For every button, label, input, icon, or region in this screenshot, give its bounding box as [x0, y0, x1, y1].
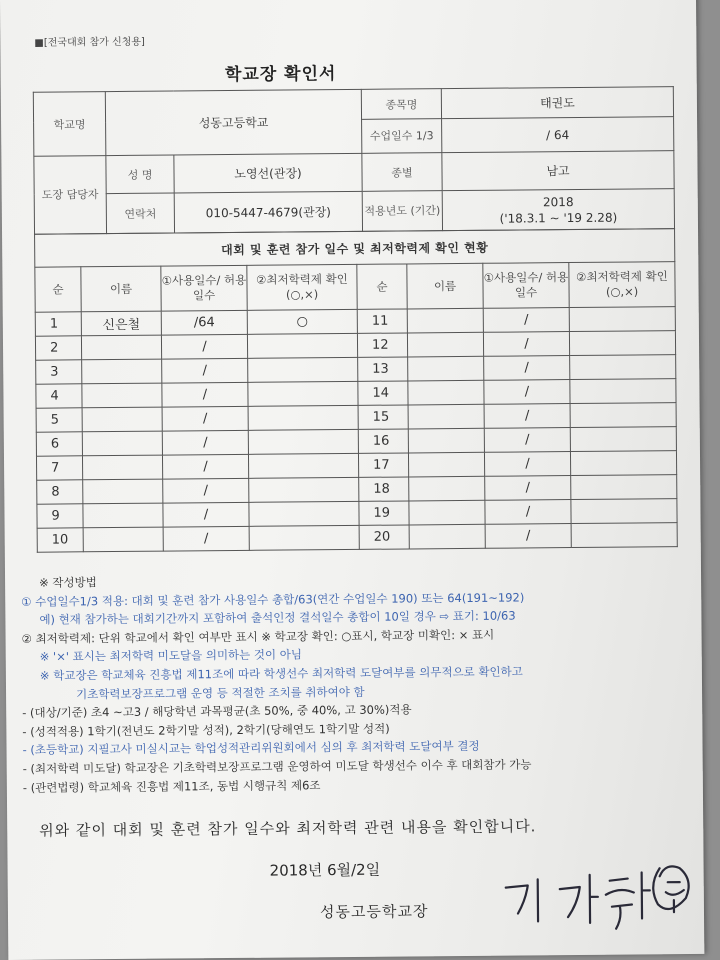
cell-num: 9 [37, 504, 83, 528]
cell-num: 4 [36, 384, 82, 408]
cell-grade [249, 501, 359, 526]
writing-instructions [21, 568, 703, 797]
cell-num: 16 [358, 429, 408, 453]
header-grade-right: ②최저학력제 확인(○,×) [569, 262, 675, 308]
form-type-tag: ■[전국대회 참가 신청용] [34, 36, 145, 49]
school-days-value: / 64 [442, 117, 674, 153]
detail-5: - (관련법령) 학교체육 진흥법 제11조, 동법 시행규칙 제6조 [22, 777, 321, 795]
year-value: 2018 [542, 194, 574, 209]
cell-grade [570, 427, 676, 452]
issue-date: 2018년 6월/2일 [269, 860, 381, 880]
sport-value: 태권도 [441, 87, 673, 119]
cell-grade [569, 331, 675, 356]
cell-grade [570, 451, 676, 476]
cell-name [82, 359, 162, 384]
cell-days: / [484, 428, 570, 453]
cell-name [409, 476, 485, 501]
cell-name [408, 404, 484, 429]
cell-grade: ○ [247, 309, 357, 334]
cell-grade [248, 405, 358, 430]
cell-name [408, 356, 484, 381]
cell-grade [571, 523, 677, 548]
school-label: 학교명 [33, 92, 106, 157]
cell-name [82, 407, 162, 432]
notes-heading: ※ 작성방법 [39, 575, 97, 590]
kind-value: 남고 [442, 151, 674, 191]
document-title: 학교장 확인서 [224, 64, 337, 86]
cell-num: 20 [359, 525, 409, 549]
cell-days: / [162, 406, 248, 431]
note-1-example: 예) 현재 참가하는 대회기간까지 포함하여 출석인정 결석일수 총합이 10일 경우 ⇨ 표기: 10/63 [39, 608, 516, 627]
cell-grade [570, 379, 676, 404]
confirmation-statement: 위와 같이 대회 및 훈련 참가 일수와 최저학력 관련 내용을 확인합니다. [39, 817, 537, 840]
year-label: 적용년도 (기간) [362, 191, 442, 232]
school-name: 성동고등학교 [105, 89, 362, 155]
cell-days: / [483, 332, 569, 357]
cell-days: / [163, 526, 249, 551]
cell-name [83, 527, 163, 552]
cell-grade [248, 357, 358, 382]
note-3: ※ '×' 표시는 최저학력 미도달을 의미하는 것이 아님 [39, 647, 303, 665]
header-grade-left: ②최저학력제 확인(○,×) [247, 264, 357, 310]
note-4-cont: 기초학력보장프로그램 운영 등 적절한 조치를 취하여야 함 [75, 684, 365, 701]
cell-days: / [485, 500, 571, 525]
year-period: ('18.3.1 ~ '19 2.28) [499, 210, 618, 226]
header-name-left: 이름 [81, 266, 161, 312]
cell-num: 17 [358, 453, 408, 477]
cell-name [81, 335, 161, 360]
cell-days: / [161, 334, 247, 359]
year-cell [442, 189, 674, 231]
cell-name: 신은철 [81, 311, 161, 336]
cell-grade [249, 525, 359, 550]
participation-table [34, 228, 678, 553]
cell-days: / [484, 356, 570, 381]
info-table [33, 86, 675, 235]
cell-days: / [162, 454, 248, 479]
cell-grade [570, 403, 676, 428]
cell-num: 12 [357, 333, 407, 357]
cell-num: 2 [35, 336, 81, 360]
cell-days: / [163, 502, 249, 527]
cell-days: / [484, 404, 570, 429]
cell-num: 19 [359, 501, 409, 525]
cell-num: 14 [358, 381, 408, 405]
header-name-right: 이름 [407, 263, 483, 309]
cell-name [83, 503, 163, 528]
school-days-label: 수업일수 1/3 [362, 119, 442, 154]
cell-num: 13 [358, 357, 408, 381]
cell-num: 1 [35, 312, 81, 336]
kind-label: 종별 [362, 153, 442, 192]
note-1: ① 수업일수1/3 적용: 대회 및 훈련 참가 사용일수 총합/63(연간 수업일수 190) 또는 64(191~192) [21, 590, 525, 609]
cell-days: /64 [161, 310, 247, 335]
header-num-right: 순 [357, 264, 407, 309]
cell-num: 10 [37, 528, 83, 552]
sport-label: 종목명 [361, 89, 441, 120]
cell-grade [247, 333, 357, 358]
cell-name [82, 383, 162, 408]
section-title: 대회 및 훈련 참가 일수 및 최저학력제 확인 현황 [35, 229, 675, 268]
coach-name: 노영선(관장) [174, 153, 362, 193]
cell-name [408, 380, 484, 405]
cell-days: / [162, 358, 248, 383]
contact-label: 연락처 [106, 193, 174, 234]
cell-name [408, 428, 484, 453]
cell-name [407, 332, 483, 357]
cell-num: 5 [36, 408, 82, 432]
cell-days: / [485, 524, 571, 549]
cell-name [409, 500, 485, 525]
cell-name [83, 479, 163, 504]
cell-name [408, 452, 484, 477]
cell-grade [569, 307, 675, 332]
cell-days: / [484, 452, 570, 477]
cell-grade [249, 477, 359, 502]
cell-num: 6 [36, 432, 82, 456]
cell-days: / [484, 380, 570, 405]
header-days-right: ①사용일수/ 허용일수 [483, 263, 569, 309]
cell-num: 3 [36, 360, 82, 384]
cell-num: 8 [37, 480, 83, 504]
detail-2: - (성적적용) 1학기(전년도 2학기말 성적), 2학기(당해연도 1학기말 성적) [22, 721, 390, 739]
note-2: ② 최저학력제: 단위 학교에서 확인 여부만 표시 ※ 학교장 확인: ○표시, 학교장 미확인: × 표시 [21, 627, 495, 646]
cell-grade [571, 475, 677, 500]
detail-4: - (최저학력 미도달) 학교장은 기초학력보장프로그램 운영하여 미도달 학생선수 이수 후 대회참가 가능 [22, 757, 532, 776]
principal-signature [498, 856, 699, 938]
cell-num: 15 [358, 405, 408, 429]
cell-days: / [163, 478, 249, 503]
cell-num: 7 [36, 456, 82, 480]
cell-days: / [485, 476, 571, 501]
cell-name [409, 524, 485, 549]
note-4: ※ 학교장은 학교체육 진흥법 제11조에 따라 학생선수 최저학력 도달여부를 의무적으로 확인하고 [39, 664, 523, 683]
cell-days: / [162, 430, 248, 455]
cell-name [82, 431, 162, 456]
cell-num: 18 [359, 477, 409, 501]
cell-num: 11 [357, 309, 407, 333]
cell-grade [571, 499, 677, 524]
cell-grade [570, 355, 676, 380]
cell-name [407, 308, 483, 333]
cell-days: / [483, 308, 569, 333]
name-label: 성 명 [106, 155, 174, 194]
detail-1: - (대상/기준) 초4 ~고3 / 해당학년 과목평균(초 50%, 중 40%, 고 30%)적용 [22, 702, 412, 720]
coach-label: 도장 담당자 [34, 156, 107, 235]
cell-grade [248, 381, 358, 406]
header-num-left: 순 [35, 267, 81, 312]
table-row [37, 523, 677, 553]
detail-3: - (초등학교) 지필고사 미실시교는 학업성적관리위원회에서 심의 후 최저학력 도달여부 결정 [22, 739, 480, 758]
principal-title: 성동고등학교장 [319, 902, 429, 922]
cell-days: / [162, 382, 248, 407]
cell-grade [248, 453, 358, 478]
header-days-left: ①사용일수/ 허용일수 [161, 265, 247, 311]
cell-grade [248, 429, 358, 454]
contact-value: 010-5447-4679(관장) [174, 191, 362, 233]
cell-name [82, 455, 162, 480]
